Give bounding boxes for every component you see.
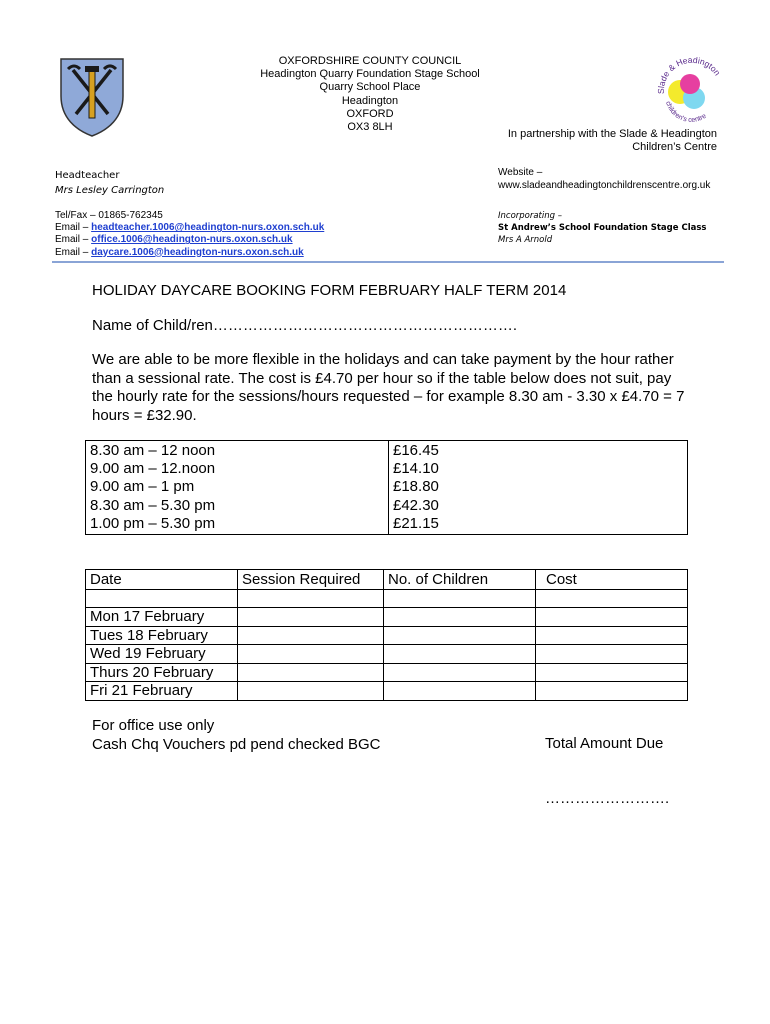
session-input-cell[interactable] (238, 608, 384, 627)
session-time: 8.30 am – 5.30 pm (90, 496, 216, 514)
childrens-centre-logo (650, 48, 730, 128)
website-block (498, 167, 710, 192)
session-input-cell[interactable] (238, 590, 384, 608)
cost-input-cell[interactable] (536, 645, 688, 664)
day-cell: Fri 21 February (86, 682, 238, 701)
svg-text:children's centre: children's centre (664, 100, 708, 124)
booking-header-row (86, 570, 688, 590)
session-price: £18.80 (393, 478, 439, 496)
address-area: Headington (341, 94, 399, 107)
cost-input-cell[interactable] (536, 608, 688, 627)
email-line: Email – daycare.1006@headington-nurs.oxon.sch.uk (55, 246, 304, 258)
day-cell: Thurs 20 February (86, 663, 238, 682)
table-row (86, 682, 688, 701)
office-use-label: For office use only (92, 717, 215, 734)
session-price: £16.45 (393, 442, 439, 459)
table-row (86, 608, 688, 627)
council-name: OXFORDSHIRE COUNTY COUNCIL (278, 55, 462, 67)
session-time: 8.30 am – 12 noon (90, 442, 216, 459)
children-input-cell[interactable] (384, 645, 536, 664)
headteacher-name: Mrs Lesley Carrington (55, 185, 165, 196)
children-input-cell[interactable] (384, 608, 536, 627)
office-use-block (92, 717, 381, 754)
session-times-cell (86, 441, 389, 535)
children-input-cell[interactable] (384, 590, 536, 608)
session-time: 1.00 pm – 5.30 pm (90, 514, 216, 532)
table-row (86, 626, 688, 645)
pricing-paragraph: We are able to be more flexible in the holidays and can take payment by the hour rather than a sessional rate. The cost is £4.70 per hour so if the table below does not suit, pay the hourly rate for the sessions/hours requested – for example 8.30 am - 3.30 x £4.70 = 7 hours = £32.90. (92, 351, 685, 424)
telfax-line: Tel/Fax – 01865-762345 (55, 210, 163, 221)
children-input-cell[interactable] (384, 663, 536, 682)
session-input-cell[interactable] (238, 645, 384, 664)
header-cost: Cost (536, 570, 688, 590)
contact-block (55, 210, 324, 259)
headteacher-email-link[interactable]: headteacher.1006@headington-nurs.oxon.sch.uk (91, 222, 325, 234)
header-divider (52, 261, 724, 263)
school-crest-logo (58, 56, 126, 138)
website-label: Website – (498, 167, 543, 178)
session-price: £21.15 (393, 514, 439, 532)
child-name-line: Name of Child/ren……………………………………………………. (92, 317, 518, 334)
session-input-cell[interactable] (238, 626, 384, 645)
total-amount-field[interactable]: ……………………. (545, 790, 670, 807)
booking-table (85, 569, 688, 701)
headteacher-block (55, 168, 164, 198)
incorporating-school: St Andrew’s School Foundation Stage Class (498, 223, 707, 233)
blank-cell (86, 590, 238, 608)
council-address-block (230, 55, 510, 134)
incorporating-block (498, 210, 706, 246)
office-use-fields: Cash Chq Vouchers pd pend checked BGC (92, 735, 381, 753)
cost-input-cell[interactable] (536, 682, 688, 701)
rates-row (86, 441, 688, 535)
email-line: Email – office.1006@headington-nurs.oxon.sch.uk (55, 234, 293, 246)
table-row (86, 645, 688, 664)
partnership-line-1: In partnership with the Slade & Headington (507, 128, 717, 140)
session-time: 9.00 am – 12.noon (90, 460, 216, 478)
partnership-note (495, 128, 717, 154)
table-row (86, 590, 688, 608)
session-time: 9.00 am – 1 pm (90, 478, 195, 496)
cost-input-cell[interactable] (536, 590, 688, 608)
office-email-link[interactable]: office.1006@headington-nurs.oxon.sch.uk (91, 234, 293, 246)
address-street: Quarry School Place (319, 81, 421, 94)
day-cell: Mon 17 February (86, 608, 238, 627)
session-prices-cell (389, 441, 688, 535)
header-children: No. of Children (384, 570, 536, 590)
incorporating-label: Incorporating – (498, 211, 562, 221)
session-price: £14.10 (393, 460, 439, 478)
form-title: HOLIDAY DAYCARE BOOKING FORM FEBRUARY HALF TERM 2014 (92, 282, 567, 299)
address-postcode: OX3 8LH (347, 121, 393, 134)
partnership-line-2: Children’s Centre (632, 141, 717, 153)
daycare-email-link[interactable]: daycare.1006@headington-nurs.oxon.sch.uk (91, 246, 304, 258)
session-input-cell[interactable] (238, 663, 384, 682)
total-amount-label: Total Amount Due (545, 735, 664, 752)
school-name: Headington Quarry Foundation Stage School (260, 68, 480, 81)
day-cell: Tues 18 February (86, 626, 238, 645)
headteacher-label: Headteacher (55, 170, 120, 181)
session-input-cell[interactable] (238, 682, 384, 701)
incorporating-person: Mrs A Arnold (498, 235, 553, 245)
website-url: www.sladeandheadingtonchildrenscentre.org.uk (498, 179, 711, 191)
email-line: Email – headteacher.1006@headington-nurs.oxon.sch.uk (55, 222, 325, 234)
table-row (86, 663, 688, 682)
session-price: £42.30 (393, 496, 439, 514)
cost-input-cell[interactable] (536, 663, 688, 682)
day-cell: Wed 19 February (86, 645, 238, 664)
session-rates-table (85, 440, 688, 535)
cost-input-cell[interactable] (536, 626, 688, 645)
header-session: Session Required (238, 570, 384, 590)
children-input-cell[interactable] (384, 626, 536, 645)
svg-text:Slade & Headington: Slade & Headington (655, 54, 723, 95)
address-city: OXFORD (346, 107, 394, 120)
children-input-cell[interactable] (384, 682, 536, 701)
header-date: Date (86, 570, 238, 590)
